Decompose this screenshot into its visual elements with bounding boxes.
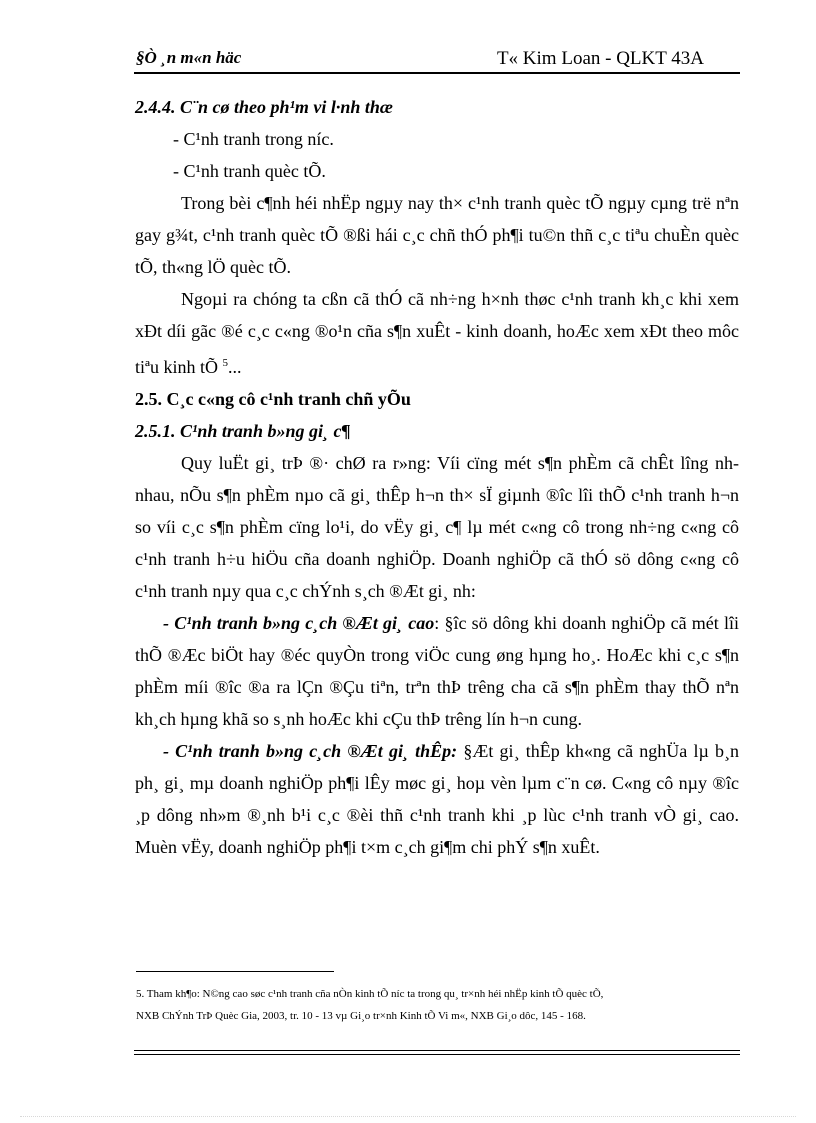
footnote-ref: 5	[222, 357, 228, 369]
section-heading-2-5: 2.5. C¸c c«ng cô c¹nh tranh chñ yÕu	[135, 389, 411, 409]
paragraph: Trong bèi c¶nh héi nhËp ngµy nay th× c¹nh tranh quèc tÕ ngµy cµng trë nªn gay g¾t, c¹nh tranh quèc tÕ ®ßi hái c¸c chñ thÓ ph¶i tu©n thñ c¸c tiªu chuÈn quèc tÕ, th«ng lÖ quèc tÕ.	[135, 193, 739, 277]
paragraph-lead: - C¹nh tranh b»ng c¸ch ®Æt gi¸ cao	[163, 613, 435, 633]
section-heading-2-4-4: 2.4.4. C¨n cø theo ph¹m vi l·nh thæ	[135, 97, 393, 117]
footer-rule	[134, 1054, 740, 1055]
paragraph-ellipsis: ...	[227, 357, 242, 377]
paragraph: Quy luËt gi¸ trÞ ®· chØ ra r»ng: Víi cïng mét s¶n phÈm cã chÊt lîng nh nhau, nÕu s¶n phÈm nµo cã gi¸ thÊp h¬n th× sÏ giµnh ®îc lîi thÕ c¹nh tranh h¬n so víi c¸c s¶n phÈm cïng lo¹i, do vËy gi¸ c¶ lµ mét c«ng cô trong nh÷ng c«ng cô c¹nh tranh h÷u hiÖu cña doanh nghiÖp. Doanh nghiÖp cã thÓ sö dông c«ng cô c¹nh tranh nµy qua c¸c chÝnh s¸ch ®Æt gi¸ nh:	[135, 453, 739, 601]
paragraph-text: : §îc sö dông khi doanh nghiÖp cã mét lîi thÕ ®Æc biÖt hay ®éc quyÒn trong viÖc cung øng hµng ho¸. HoÆc khi c¸c s¶n phÈm míi ®îc ®a ra lÇn ®Çu tiªn, trªn thÞ trêng cha cã s¶n phÈm thay thÕ nªn kh¸ch hµng khã so s¸nh hoÆc khi cÇu thÞ trêng lín h¬n cung.	[135, 613, 739, 729]
header-author: T« Kim Loan - QLKT 43A	[496, 48, 704, 69]
footnote-line: NXB ChÝnh TrÞ Quèc Gia, 2003, tr. 10 - 13 vµ Gi¸o tr×nh Kinh tÕ Vi m«, NXB Gi¸o dôc, 145 - 168.	[136, 1010, 586, 1022]
footnote-line: 5. Tham kh¶o: N©ng cao søc c¹nh tranh cña nÒn kinh tÕ níc ta trong qu¸ tr×nh héi nhËp kinh tÕ quèc tÕ,	[136, 988, 604, 1000]
footnote-rule	[136, 971, 334, 972]
paragraph	[135, 735, 739, 863]
paragraph-text: Ngoµi ra chóng ta cßn cã thÓ cã nh÷ng h×nh thøc c¹nh tranh kh¸c khi xem xÐt díi gãc ®é c¸c c«ng ®o¹n cña s¶n xuÊt - kinh doanh, hoÆc xem xÐt theo môc tiªu kinh tÕ	[135, 289, 739, 377]
page-edge	[20, 1116, 796, 1117]
footnote	[136, 983, 746, 1027]
paragraph	[135, 283, 739, 383]
paragraph-lead: - C¹nh tranh b»ng c¸ch ®Æt gi¸ thÊp:	[163, 741, 458, 761]
list-item: - C¹nh tranh quèc tÕ.	[173, 161, 326, 181]
paragraph	[135, 607, 739, 735]
list-item: - C¹nh tranh trong níc.	[173, 129, 334, 149]
section-heading-2-5-1: 2.5.1. C¹nh tranh b»ng gi¸ c¶	[135, 421, 351, 441]
page-body	[135, 91, 739, 863]
header-rule	[134, 72, 740, 74]
paragraph-text: §Æt gi¸ thÊp kh«ng cã nghÜa lµ b¸n ph¸ gi¸ mµ doanh nghiÖp ph¶i lÊy møc gi¸ hoµ vèn lµm c¨n cø. C«ng cô nµy ®îc ¸p dông nh»m ®¸nh b¹i c¸c ®èi thñ c¹nh tranh khi ¸p lùc c¹nh tranh vÒ gi¸ cao. Muèn vËy, doanh nghiÖp ph¶i t×m c¸ch gi¶m chi phÝ s¶n xuÊt.	[135, 741, 739, 857]
footer-rule	[134, 1050, 740, 1051]
header-left-title: §Ò ¸n m«n häc	[136, 48, 242, 67]
